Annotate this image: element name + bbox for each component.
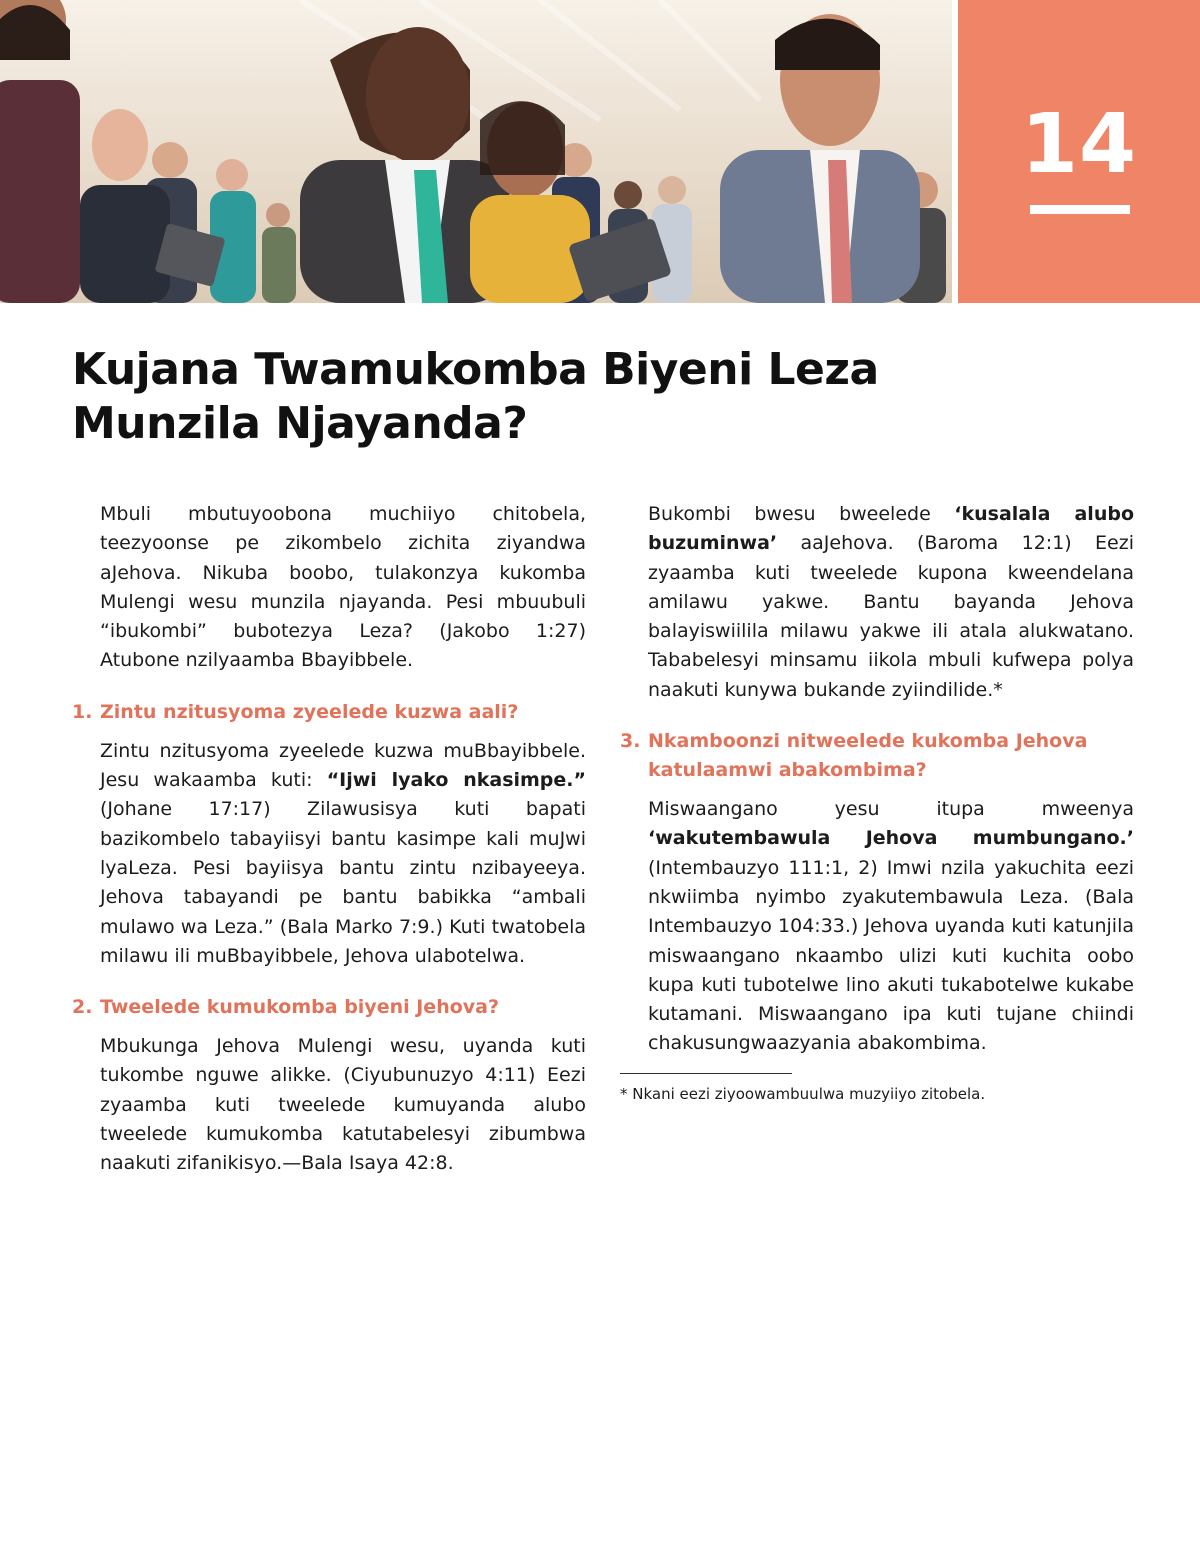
question-2-text: Tweelede kumukomba biyeni Jehova? xyxy=(100,996,499,1019)
section-1-paragraph: Zintu nzitusyoma zyeelede kuzwa muBbayibbele. Jesu wakaamba kuti: “Ijwi lyako nkasimpe.” (Johane 17:17) Zilawusisya kuti bapati bazikombelo tabayiisyi bantu kasimpe kali muJwi lyaLeza. Pesi bayiisya bantu zintu nzibayeeya. Jehova tabayandi pe bantu babikka “ambali mulawo wa Leza.” (Bala Marko 7:9.) Kuti twatobela milawu ili muBbayibbele, Jehova ulabotelwa. xyxy=(100,739,587,967)
question-1-number: 1. xyxy=(72,700,93,723)
section-3-paragraph: Miswaangano yesu itupa mweenya ‘wakutembawula Jehova mumbungano.’ (Intembauzyo 111:1, 2) Imwi nzila yakuchita eezi nkwiimba nyimbo zyakutembawula Leza. (Bala Intembauzyo 104:33.) Jehova uyanda kuti katunjila miswaangano nkaambo ulizi kuti kuchita oobo kupa kuti tubotelwe lino akuti tukabotelwe kukabe kutamani. Miswaangano ipa kuti tujane chiindi chakusungwaazyania abakombima. xyxy=(648,798,1134,1055)
lesson-number-underline xyxy=(1030,205,1130,214)
section-1-bold-quote: “Ijwi lyako nkasimpe.” xyxy=(326,769,587,792)
hero-photo-congregation-singing xyxy=(0,0,952,303)
question-2 xyxy=(72,993,586,1022)
right-column xyxy=(620,500,1134,1104)
lesson-number: 14 xyxy=(1020,97,1138,192)
question-3 xyxy=(620,727,1134,785)
question-1-text: Zintu nzitusyoma zyeelede kuzwa aali? xyxy=(100,700,519,723)
footnote-divider xyxy=(620,1073,792,1074)
intro-paragraph: Mbuli mbutuyoobona muchiiyo chitobela, teezyoonse pe zikombelo zichita ziyandwa aJehova. Nikuba boobo, tulakonzya kukomba Mulengi wesu munzila njayanda. Pesi mbuubuli “ibukombi” bubotezya Leza? (Jakobo 1:27) Atubone nzilyaamba Bbayibbele. xyxy=(100,503,586,672)
section-3-bold-quote: ‘wakutembawula Jehova mumbungano.’ xyxy=(648,827,1134,850)
title-line-1: Kujana Twamukomba Biyeni Leza xyxy=(72,344,879,395)
left-column xyxy=(72,500,586,1179)
question-3-number: 3. xyxy=(620,730,641,753)
title-line-2: Munzila Njayanda? xyxy=(72,398,528,449)
section-2-bold-quote: ‘kusalala alubo buzuminwa’ xyxy=(648,503,1134,555)
page-title xyxy=(72,343,972,451)
question-3-text: Nkamboonzi nitweelede kukomba Jehova katulaamwi abakombima? xyxy=(648,730,1088,782)
question-2-number: 2. xyxy=(72,996,93,1019)
lesson-number-badge xyxy=(958,0,1200,303)
section-2-paragraph: Mbukunga Jehova Mulengi wesu, uyanda kuti tukombe nguwe alikke. (Ciyubunuzyo 4:11) Eezi zyaamba kuti tweelede kumuyanda alubo tweelede kumukomba katutabelesyi zibumbwa naakuti zifanikisyo.—Bala Isaya 42:8. xyxy=(100,1035,586,1175)
question-1 xyxy=(72,698,586,727)
section-2-continued-paragraph: Bukombi bwesu bweelede ‘kusalala alubo buzuminwa’ aaJehova. (Baroma 12:1) Eezi zyaamba kuti tweelede kupona kweendelana amilawu yakwe. Bantu bayanda Jehova balayiswiilila milawu yakwe ili atala alukwatano. Tababelesyi minsamu iikola mbuli kufwepa polya naakuti kunywa bukande zyiindilide.* xyxy=(648,503,1134,701)
footnote: * Nkani eezi ziyoowambuulwa muzyiiyo zitobela. xyxy=(620,1084,986,1103)
